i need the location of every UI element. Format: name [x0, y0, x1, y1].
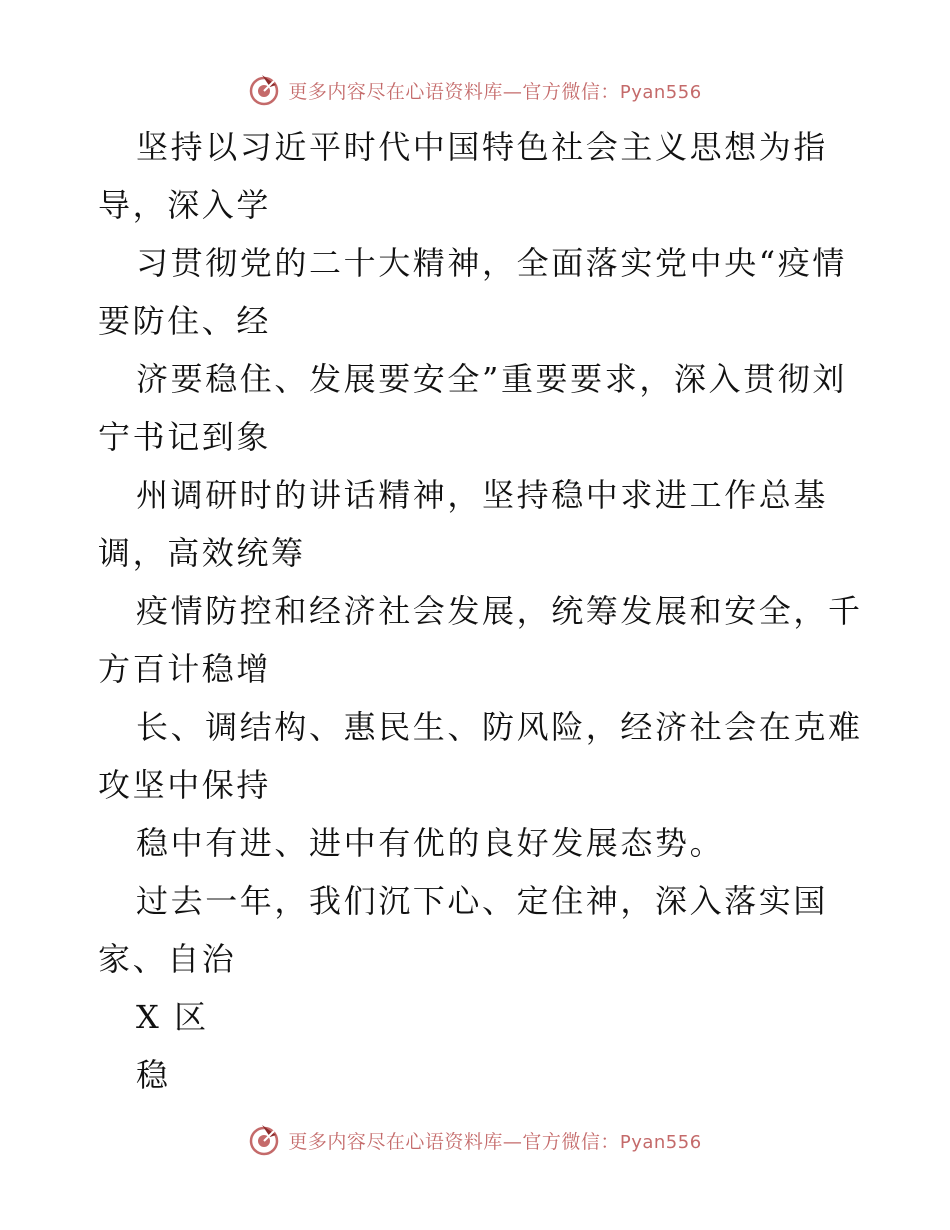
watermark-text	[288, 1127, 701, 1154]
paragraph-line: 济要稳住、发展要安全”重要要求，深入贯彻刘	[136, 360, 847, 398]
paragraph-line: 调，高效统筹	[98, 534, 306, 572]
paragraph-line: 攻坚中保持	[98, 766, 272, 804]
paragraph-line: 坚持以习近平时代中国特色社会主义思想为指	[136, 128, 829, 166]
watermark-wechat-id: Pyan556	[619, 1131, 702, 1153]
document-body	[98, 118, 898, 1104]
paragraph-line: 习贯彻党的二十大精神，全面落实党中央“疫情	[136, 244, 847, 282]
paragraph-line: 方百计稳增	[98, 650, 272, 688]
watermark-text-main: 更多内容尽在心语资料库—官方微信：	[288, 80, 620, 103]
paragraph-line: 长、调结构、惠民生、防风险，经济社会在克难	[136, 708, 863, 746]
pen-nib-logo-icon	[248, 73, 282, 107]
watermark-text	[288, 77, 701, 104]
pen-nib-logo-icon	[248, 1123, 282, 1157]
paragraph-line: 家、自治	[98, 940, 237, 978]
header-watermark	[0, 72, 950, 108]
footer-watermark	[0, 1122, 950, 1158]
paragraph-line: 导，深入学	[98, 186, 272, 224]
paragraph-line: 州调研时的讲话精神，坚持稳中求进工作总基	[136, 476, 829, 514]
watermark-text-main: 更多内容尽在心语资料库—官方微信：	[288, 1130, 620, 1153]
paragraph-line: 稳中有进、进中有优的良好发展态势。	[136, 824, 725, 862]
paragraph-line: 宁书记到象	[98, 418, 272, 456]
watermark-wechat-id: Pyan556	[619, 81, 702, 103]
paragraph-line: 过去一年，我们沉下心、定住神，深入落实国	[136, 882, 829, 920]
paragraph-line: 要防住、经	[98, 302, 272, 340]
paragraph-line: 疫情防控和经济社会发展，统筹发展和安全，千	[136, 592, 863, 630]
paragraph-line: 稳	[136, 1056, 171, 1094]
paragraph-line: X 区	[136, 998, 209, 1036]
